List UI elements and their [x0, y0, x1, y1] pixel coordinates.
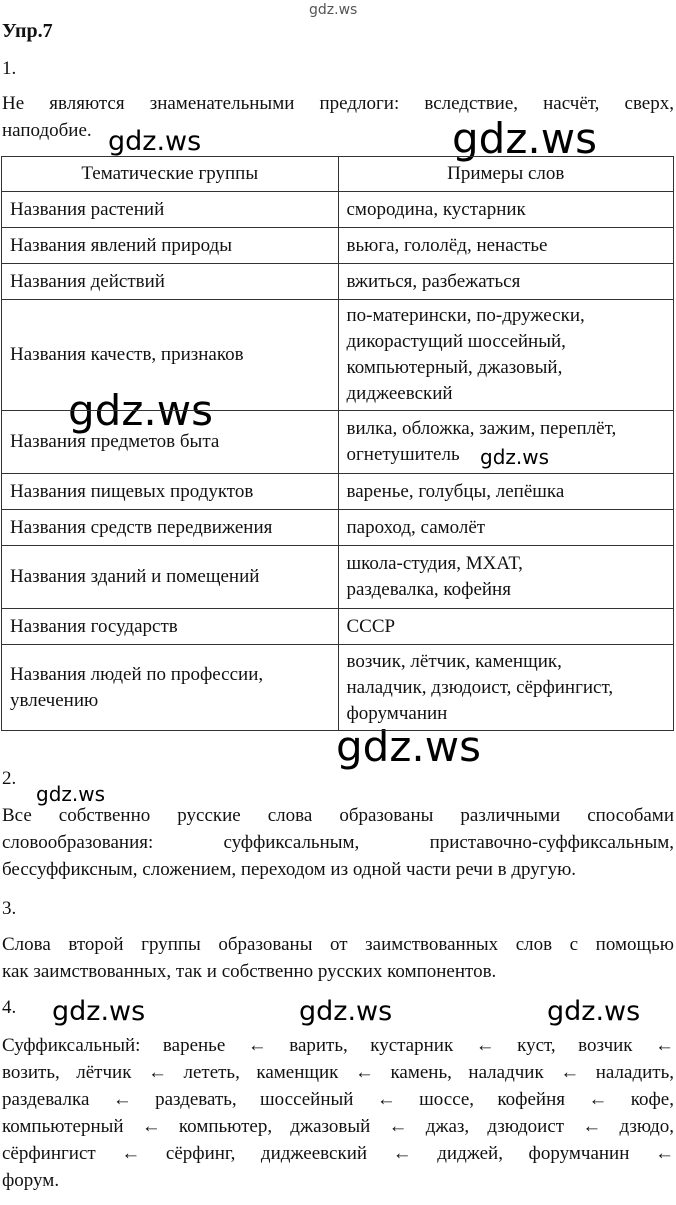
watermark: gdz.ws	[299, 996, 393, 1027]
example-line: смородина, кустарник	[346, 198, 526, 220]
watermark: gdz.ws	[480, 445, 550, 469]
text-line: форум.	[2, 1170, 60, 1191]
example-line: наладчик, дзюдоист, сёрфингист,	[346, 676, 614, 698]
watermark-top: gdz.ws	[309, 2, 358, 18]
example-line: вьюга, гололёд, ненастье	[346, 234, 548, 256]
text-line: сёрфингист ← сёрфинг, диджеевский ← диджей, форумчанин ←	[2, 1143, 674, 1164]
table-header-row	[2, 157, 674, 192]
group-cell: Названия качеств, признаков	[2, 300, 339, 411]
example-line: СССР	[346, 615, 396, 637]
table-row	[2, 300, 674, 411]
examples-cell	[338, 609, 674, 645]
examples-cell	[338, 228, 674, 264]
watermark: gdz.ws	[68, 386, 213, 435]
section-number: 4.	[2, 997, 17, 1018]
examples-cell	[338, 645, 674, 731]
group-cell: Названия предметов быта	[2, 411, 339, 474]
section-3-text	[2, 931, 674, 985]
section-number: 2.	[2, 768, 17, 789]
text-line: возить, лётчик ← лететь, каменщик ← камень, наладчик ← наладить,	[2, 1062, 674, 1083]
text-line: наподобие.	[2, 120, 92, 141]
example-line: форумчанин	[346, 702, 448, 724]
group-cell: Названия государств	[2, 609, 339, 645]
section-2-text	[2, 802, 674, 883]
watermark: gdz.ws	[452, 114, 597, 163]
example-line: вжиться, разбежаться	[346, 270, 521, 292]
thematic-groups-table	[1, 156, 674, 731]
text-line: Все собственно русские слова образованы различными способами	[2, 805, 674, 826]
section-number: 3.	[2, 898, 17, 919]
group-cell: Названия явлений природы	[2, 228, 339, 264]
group-cell: Названия действий	[2, 264, 339, 300]
text-line: Не являются знаменательными предлоги: вследствие, насчёт, сверх,	[2, 93, 674, 114]
section-1-text	[2, 90, 674, 144]
example-line: раздевалка, кофейня	[346, 579, 511, 600]
example-line: дикорастущий шоссейный,	[346, 331, 566, 352]
exercise-title: Упр.7	[2, 20, 53, 42]
example-line: вилка, обложка, зажим, переплёт,	[346, 418, 617, 439]
watermark: gdz.ws	[36, 782, 106, 806]
group-cell: Названия зданий и помещений	[2, 546, 339, 609]
watermark: gdz.ws	[336, 722, 481, 771]
example-line: компьютерный, джазовый,	[346, 357, 563, 378]
table-row	[2, 192, 674, 228]
table-row	[2, 474, 674, 510]
examples-cell	[338, 510, 674, 546]
example-line: огнетушитель	[346, 444, 460, 465]
group-cell: Названия пищевых продуктов	[2, 474, 339, 510]
text-line: компьютерный ← компьютер, джазовый ← джаз, дзюдоист ← дзюдо,	[2, 1116, 674, 1137]
example-line: возчик, лётчик, каменщик,	[346, 650, 562, 672]
group-cell: Названия растений	[2, 192, 339, 228]
examples-cell	[338, 474, 674, 510]
table-row	[2, 264, 674, 300]
table-row	[2, 411, 674, 474]
table-row	[2, 609, 674, 645]
example-line: диджеевский	[346, 383, 453, 404]
watermark: gdz.ws	[52, 996, 146, 1027]
table-row	[2, 546, 674, 609]
example-line: по-матерински, по-дружески,	[346, 305, 585, 326]
column-header: Примеры слов	[338, 157, 674, 192]
example-line: пароход, самолёт	[346, 516, 486, 538]
group-cell: Названия людей по профессии, увлечению	[2, 645, 339, 731]
column-header: Тематические группы	[2, 157, 339, 192]
table-row	[2, 510, 674, 546]
table-row	[2, 228, 674, 264]
examples-cell	[338, 264, 674, 300]
section-4-text	[2, 1032, 674, 1194]
watermark: gdz.ws	[108, 126, 202, 157]
text-line: как заимствованных, так и собственно русских компонентов.	[2, 961, 497, 982]
text-line: словообразования: суффиксальным, приставочно-суффиксальным,	[2, 832, 674, 853]
group-cell: Названия средств передвижения	[2, 510, 339, 546]
text-line: бессуффиксным, сложением, переходом из одной части речи в другую.	[2, 859, 577, 880]
example-line: варенье, голубцы, лепёшка	[346, 480, 565, 502]
examples-cell	[338, 546, 674, 609]
table-row	[2, 645, 674, 731]
watermark: gdz.ws	[547, 996, 641, 1027]
text-line: Слова второй группы образованы от заимствованных слов с помощью	[2, 934, 674, 955]
examples-cell	[338, 300, 674, 411]
section-number: 1.	[2, 58, 17, 79]
text-line: раздевалка ← раздевать, шоссейный ← шоссе, кофейня ← кофе,	[2, 1089, 674, 1110]
text-line: Суффиксальный: варенье ← варить, кустарник ← куст, возчик ←	[2, 1035, 674, 1056]
examples-cell	[338, 192, 674, 228]
example-line: школа-студия, МХАТ,	[346, 553, 523, 574]
